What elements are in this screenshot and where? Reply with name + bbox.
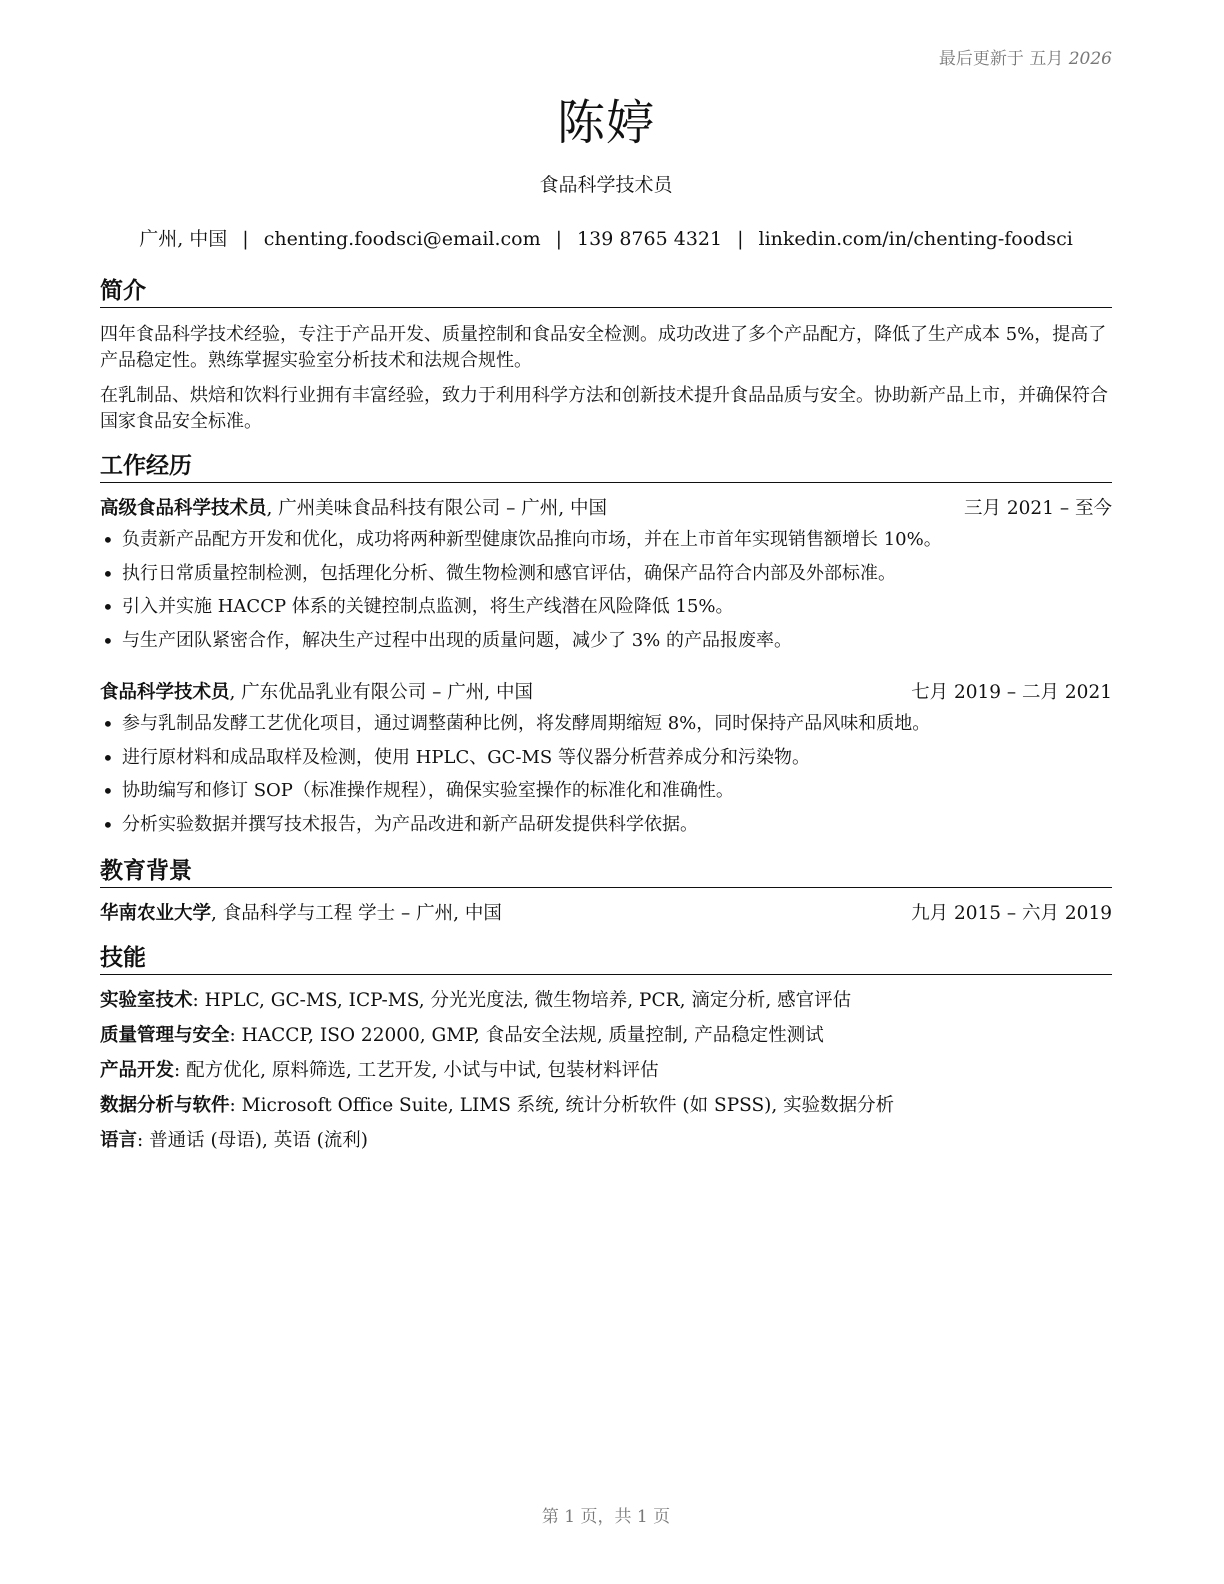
section-title-summary: 简介 — [100, 276, 1112, 308]
contact-linkedin[interactable]: linkedin.com/in/chenting-foodsci — [758, 228, 1073, 250]
job-bullets — [100, 527, 1112, 661]
contact-line — [100, 224, 1112, 251]
job-position: 高级食品科学技术员 — [100, 498, 267, 519]
skill-category: 数据分析与软件 — [100, 1095, 230, 1116]
list-item: • 与生产团队紧密合作，解决生产过程中出现的质量问题，减少了 3% 的产品报废率。 — [100, 628, 1112, 662]
candidate-name: 陈婷 — [556, 95, 655, 151]
education-entry — [100, 901, 1112, 927]
skill-values: : HACCP, ISO 22000, GMP, 食品安全法规, 质量控制, 产品稳定性测试 — [229, 1025, 824, 1046]
skill-values: : 配方优化, 原料筛选, 工艺开发, 小试与中试, 包装材料评估 — [174, 1060, 659, 1081]
page-number: 第 1 页，共 1 页 — [541, 1507, 671, 1527]
skill-category: 产品开发 — [100, 1060, 175, 1081]
skill-values: : HPLC, GC-MS, ICP-MS, 分光光度法, 微生物培养, PCR, 滴定分析, 感官评估 — [192, 990, 852, 1011]
contact-separator: | — [555, 228, 563, 250]
skill-values: : 普通话 (母语), 英语 (流利) — [137, 1130, 369, 1151]
skill-row — [100, 1093, 1112, 1119]
candidate-role: 食品科学技术员 — [539, 174, 673, 196]
section-title-education: 教育背景 — [100, 856, 1112, 888]
list-item: • 进行原材料和成品取样及检测，使用 HPLC、GC-MS 等仪器分析营养成分和污染物。 — [100, 745, 1112, 779]
job-position: 食品科学技术员 — [100, 682, 230, 703]
last-updated-prefix: 最后更新于 五月 — [938, 49, 1064, 69]
list-item: • 执行日常质量控制检测，包括理化分析、微生物检测和感官评估，确保产品符合内部及外部标准。 — [100, 561, 1112, 595]
list-item: • 引入并实施 HACCP 体系的关键控制点监测，将生产线潜在风险降低 15%。 — [100, 594, 1112, 628]
job-bullets — [100, 711, 1112, 845]
job-date: 三月 2021 – 至今 — [964, 498, 1112, 519]
job-company: , 广东优品乳业有限公司 – 广州, 中国 — [229, 682, 534, 703]
skill-category: 语言 — [100, 1130, 138, 1151]
education-school: 华南农业大学 — [100, 903, 212, 924]
job-header — [100, 680, 1112, 706]
last-updated — [939, 44, 1112, 69]
contact-email[interactable]: chenting.foodsci@email.com — [263, 228, 541, 250]
contact-location: 广州, 中国 — [139, 228, 228, 250]
skill-row — [100, 1023, 1112, 1049]
job-date: 七月 2019 – 二月 2021 — [911, 682, 1112, 703]
education-date: 九月 2015 – 六月 2019 — [911, 903, 1112, 924]
summary-paragraph: 在乳制品、烘焙和饮料行业拥有丰富经验，致力于利用科学方法和创新技术提升食品品质与安全。协助新产品上市，并确保符合国家食品安全标准。 — [100, 385, 1108, 432]
contact-phone: 139 8765 4321 — [577, 228, 723, 250]
skill-row — [100, 988, 1112, 1014]
skill-row — [100, 1058, 1112, 1084]
skill-category: 质量管理与安全 — [100, 1025, 230, 1046]
last-updated-year: 2026 — [1068, 49, 1112, 69]
skill-values: : Microsoft Office Suite, LIMS 系统, 统计分析软件 (如 SPSS), 实验数据分析 — [229, 1095, 895, 1116]
list-item: • 负责新产品配方开发和优化，成功将两种新型健康饮品推向市场，并在上市首年实现销售额增长 10%。 — [100, 527, 1112, 561]
resume-page — [100, 0, 1112, 1584]
contact-separator: | — [737, 228, 744, 250]
contact-separator: | — [242, 228, 249, 250]
skill-category: 实验室技术 — [100, 990, 193, 1011]
section-title-skills: 技能 — [100, 943, 1112, 975]
job-header — [100, 496, 1112, 522]
summary-paragraph: 四年食品科学技术经验，专注于产品开发、质量控制和食品安全检测。成功改进了多个产品配方，降低了生产成本 5%，提高了产品稳定性。熟练掌握实验室分析技术和法规合规性。 — [100, 324, 1107, 371]
list-item: • 参与乳制品发酵工艺优化项目，通过调整菌种比例，将发酵周期缩短 8%，同时保持产品风味和质地。 — [100, 711, 1112, 745]
list-item: • 协助编写和修订 SOP（标准操作规程），确保实验室操作的标准化和准确性。 — [100, 778, 1112, 812]
list-item: • 分析实验数据并撰写技术报告，为产品改进和新产品研发提供科学依据。 — [100, 812, 1112, 846]
section-title-experience: 工作经历 — [100, 451, 1112, 483]
job-company: , 广州美味食品科技有限公司 – 广州, 中国 — [266, 498, 608, 519]
skill-row — [100, 1128, 1112, 1154]
education-degree: , 食品科学与工程 学士 – 广州, 中国 — [211, 903, 502, 924]
